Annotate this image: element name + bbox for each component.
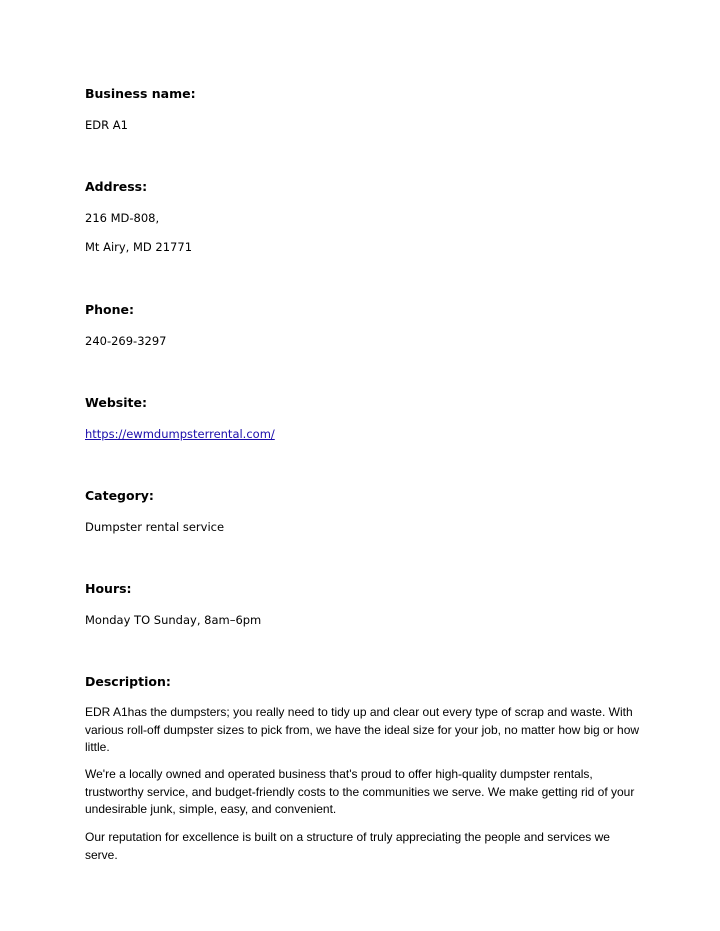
business-name-label: Business name: <box>85 86 196 101</box>
website-container <box>85 426 275 442</box>
address-line-1: 216 MD-808, <box>85 211 160 225</box>
category-value: Dumpster rental service <box>85 520 225 534</box>
description-label: Description: <box>85 674 171 689</box>
description-paragraph-3: Our reputation for excellence is built on a structure of truly appreciating the people and services we serve. <box>85 830 610 862</box>
address-label: Address: <box>85 179 148 194</box>
category-label: Category: <box>85 488 154 503</box>
address-line-2: Mt Airy, MD 21771 <box>85 240 193 254</box>
description-paragraph-1: EDR A1has the dumpsters; you really need to tidy up and clear out every type of scrap and waste. With various roll-off dumpster sizes to pick from, we have the ideal size for your job, no matter how big or how little. <box>85 705 640 754</box>
business-name-value: EDR A1 <box>85 118 128 132</box>
hours-label: Hours: <box>85 581 132 596</box>
website-link[interactable]: https://ewmdumpsterrental.com/ <box>85 427 275 441</box>
description-paragraph-2: We're a locally owned and operated business that's proud to offer high-quality dumpster rentals, trustworthy service, and budget-friendly costs to the communities we serve. We make getting rid of your undesirable junk, simple, easy, and convenient. <box>85 767 635 816</box>
website-label: Website: <box>85 395 147 410</box>
phone-value: 240-269-3297 <box>85 334 167 348</box>
hours-value: Monday TO Sunday, 8am–6pm <box>85 613 262 627</box>
phone-label: Phone: <box>85 302 135 317</box>
